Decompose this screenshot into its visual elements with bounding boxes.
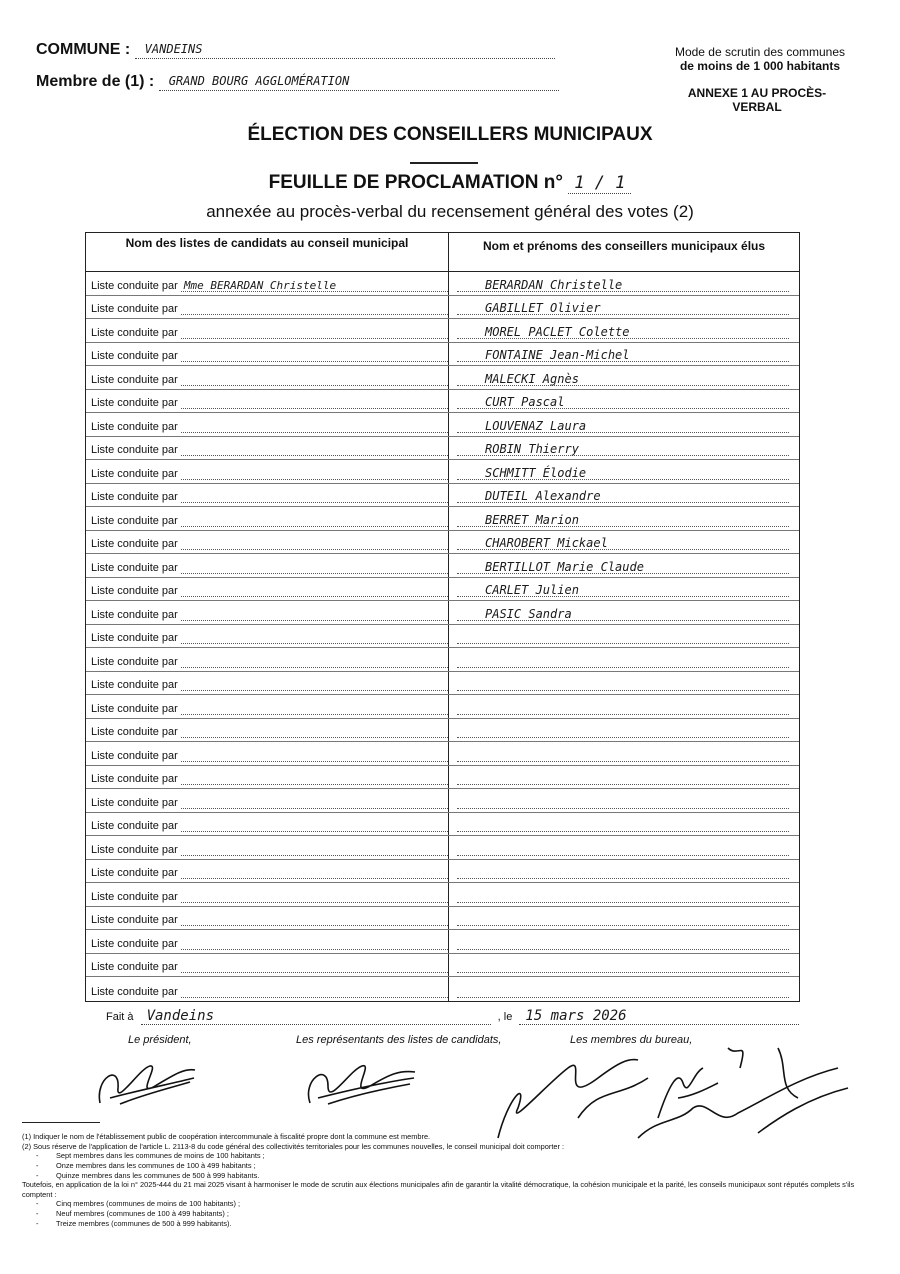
- elu-cell: [449, 930, 799, 953]
- liste-cell: [86, 366, 449, 389]
- elu-name: SCHMITT Élodie: [485, 465, 587, 480]
- table-row: [86, 343, 799, 367]
- bureau-signatures: [478, 1028, 858, 1148]
- elu-name: BERRET Marion: [485, 512, 579, 527]
- liste-label: Liste conduite par: [91, 303, 178, 315]
- liste-label: Liste conduite par: [91, 420, 178, 433]
- liste-label: Liste conduite par: [91, 538, 178, 550]
- feuille-number: 1 / 1: [568, 173, 631, 194]
- table-row: [86, 648, 799, 672]
- elu-cell: [449, 625, 799, 648]
- liste-cell: [86, 860, 449, 883]
- liste-label: Liste conduite par: [91, 279, 178, 292]
- liste-label: Liste conduite par: [91, 985, 178, 998]
- liste-label: Liste conduite par: [91, 820, 178, 832]
- elu-name: CARLET Julien: [485, 583, 579, 597]
- liste-label: Liste conduite par: [91, 702, 178, 715]
- liste-label: Liste conduite par: [91, 773, 178, 785]
- liste-cell: [86, 484, 449, 507]
- table-row: [86, 272, 799, 296]
- mode-line1: Mode de scrutin des communes: [674, 45, 846, 59]
- liste-cell: [86, 272, 449, 295]
- table-row: [86, 907, 799, 931]
- footnote-3-item: - Cinq membres (communes de moins de 100 habitants) ;: [36, 1199, 241, 1209]
- elu-cell: [449, 601, 799, 624]
- liste-cell: [86, 742, 449, 765]
- table-row: [86, 789, 799, 813]
- representants-label: Les représentants des listes de candidats,: [296, 1034, 502, 1046]
- elu-cell: [449, 977, 799, 1001]
- elu-name: LOUVENAZ Laura: [485, 418, 587, 433]
- table-row: [86, 578, 799, 602]
- liste-cell: [86, 554, 449, 577]
- liste-label: Liste conduite par: [91, 326, 178, 339]
- elu-name: BERTILLOT Marie Claude: [485, 559, 644, 574]
- bureau-label: Les membres du bureau,: [570, 1034, 693, 1046]
- representant-signature: [300, 1048, 420, 1113]
- fait-date: 15 mars 2026: [525, 1008, 627, 1024]
- liste-cell: [86, 977, 449, 1001]
- footnote-toutefois: Toutefois, en application de la loi n° 2025-444 du 21 mai 2025 visant à harmoniser le mode de scrutin aux élections municipales afin de garantir la vitalité démocratique, la cohésion municipale et la parité, les conseils municipaux sont réputés complets s'ils comptent :: [22, 1180, 855, 1199]
- table-row: [86, 625, 799, 649]
- table-body: [86, 272, 799, 1001]
- elu-cell: [449, 460, 799, 483]
- table-row: [86, 813, 799, 837]
- mode-scrutin: [660, 45, 860, 73]
- liste-cell: [86, 836, 449, 859]
- footnote-2-item: - Quinze membres dans les communes de 500 à 999 habitants.: [36, 1170, 260, 1180]
- table-row: [86, 437, 799, 461]
- liste-cell: [86, 625, 449, 648]
- liste-label: Liste conduite par: [91, 585, 178, 597]
- elu-name: PASIC Sandra: [485, 606, 572, 621]
- liste-cell: [86, 343, 449, 366]
- liste-label: Liste conduite par: [91, 514, 178, 527]
- liste-cell: [86, 672, 449, 695]
- table-row: [86, 601, 799, 625]
- commune-label: COMMUNE :: [36, 41, 131, 58]
- elu-cell: [449, 836, 799, 859]
- table-row: [86, 860, 799, 884]
- elu-cell: [449, 366, 799, 389]
- elu-cell: [449, 272, 799, 295]
- liste-label: Liste conduite par: [91, 373, 178, 386]
- elu-cell: [449, 578, 799, 601]
- membre-label: Membre de (1) :: [36, 73, 155, 90]
- mode-line2: de moins de 1 000 habitants: [679, 59, 841, 73]
- elu-cell: [449, 766, 799, 789]
- liste-cell: [86, 883, 449, 906]
- table-row: [86, 672, 799, 696]
- liste-label: Liste conduite par: [91, 914, 178, 926]
- table-row: [86, 296, 799, 320]
- liste-cell: [86, 648, 449, 671]
- fait-lieu: Vandeins: [146, 1008, 215, 1024]
- elu-cell: [449, 789, 799, 812]
- annexee-subtitle: annexée au procès-verbal du recensement général des votes (2): [206, 202, 694, 221]
- elu-cell: [449, 742, 799, 765]
- table-row: [86, 836, 799, 860]
- elu-cell: [449, 954, 799, 977]
- liste-cell: [86, 930, 449, 953]
- elu-name: ROBIN Thierry: [485, 442, 579, 456]
- elu-cell: [449, 719, 799, 742]
- elu-cell: [449, 343, 799, 366]
- liste-label: Liste conduite par: [91, 491, 178, 503]
- table-row: [86, 390, 799, 414]
- elu-cell: [449, 437, 799, 460]
- elu-name: DUTEIL Alexandre: [485, 489, 601, 503]
- elu-name: MOREL PACLET Colette: [485, 324, 630, 339]
- liste-cell: [86, 296, 449, 319]
- table-row: [86, 460, 799, 484]
- table-row: [86, 695, 799, 719]
- liste-cell: [86, 578, 449, 601]
- table-row: [86, 554, 799, 578]
- liste-label: Liste conduite par: [91, 890, 178, 903]
- elu-cell: [449, 883, 799, 906]
- liste-label: Liste conduite par: [91, 937, 178, 950]
- elu-cell: [449, 390, 799, 413]
- title-divider: [410, 162, 478, 164]
- annexe-label: ANNEXE 1 AU PROCÈS-VERBAL: [687, 86, 827, 114]
- liste-value: Mme BERARDAN Christelle: [183, 278, 337, 292]
- table-row: [86, 366, 799, 390]
- table-row: [86, 413, 799, 437]
- table-header: [86, 233, 799, 272]
- footnotes: [22, 1132, 862, 1228]
- footnote-2-item: - Sept membres dans les communes de moins de 100 habitants ;: [36, 1151, 265, 1161]
- table-row: [86, 883, 799, 907]
- elu-cell: [449, 860, 799, 883]
- table-row: [86, 930, 799, 954]
- liste-cell: [86, 390, 449, 413]
- fait-line: [106, 1008, 846, 1025]
- table-row: [86, 977, 799, 1001]
- elu-name: FONTAINE Jean-Michel: [485, 348, 630, 362]
- table-row: [86, 719, 799, 743]
- liste-cell: [86, 907, 449, 930]
- elu-name: CURT Pascal: [485, 395, 565, 409]
- table-row: [86, 531, 799, 555]
- liste-cell: [86, 531, 449, 554]
- liste-label: Liste conduite par: [91, 467, 178, 480]
- elu-cell: [449, 507, 799, 530]
- liste-label: Liste conduite par: [91, 679, 178, 691]
- footnote-divider: [22, 1122, 100, 1123]
- liste-cell: [86, 695, 449, 718]
- liste-label: Liste conduite par: [91, 632, 178, 644]
- liste-cell: [86, 766, 449, 789]
- elu-cell: [449, 672, 799, 695]
- liste-label: Liste conduite par: [91, 749, 178, 762]
- liste-cell: [86, 789, 449, 812]
- liste-cell: [86, 601, 449, 624]
- elu-name: GABILLET Olivier: [485, 301, 601, 315]
- elu-cell: [449, 648, 799, 671]
- col-header-listes: Nom des listes de candidats au conseil municipal: [86, 233, 449, 271]
- liste-label: Liste conduite par: [91, 444, 178, 456]
- liste-cell: [86, 319, 449, 342]
- footnote-3-item: - Treize membres (communes de 500 à 999 habitants).: [36, 1218, 232, 1228]
- footnote-1: (1) Indiquer le nom de l'établissement public de coopération intercommunale à fiscalité propre dont la commune est membre.: [22, 1132, 431, 1141]
- commune-value: VANDEINS: [144, 42, 203, 56]
- president-label: Le président,: [128, 1034, 192, 1046]
- liste-label: Liste conduite par: [91, 843, 178, 856]
- liste-label: Liste conduite par: [91, 726, 178, 738]
- liste-label: Liste conduite par: [91, 397, 178, 409]
- elu-cell: [449, 531, 799, 554]
- table-row: [86, 954, 799, 978]
- elu-cell: [449, 907, 799, 930]
- le-label: , le: [497, 1011, 513, 1023]
- liste-cell: [86, 460, 449, 483]
- liste-cell: [86, 437, 449, 460]
- liste-label: Liste conduite par: [91, 655, 178, 668]
- elu-cell: [449, 484, 799, 507]
- liste-label: Liste conduite par: [91, 796, 178, 809]
- proclamation-table: [85, 232, 800, 1002]
- membre-field: [36, 72, 596, 91]
- footnote-2-item: - Onze membres dans les communes de 100 à 499 habitants ;: [36, 1160, 256, 1170]
- liste-cell: [86, 813, 449, 836]
- table-row: [86, 484, 799, 508]
- footnote-2: (2) Sous réserve de l'application de l'article L. 2113-8 du code général des collectivités territoriales pour les communes nouvelles, le conseil municipal doit comporter :: [22, 1141, 565, 1151]
- table-row: [86, 507, 799, 531]
- liste-cell: [86, 413, 449, 436]
- feuille-heading: [0, 172, 900, 194]
- elu-cell: [449, 319, 799, 342]
- elu-name: BERARDAN Christelle: [485, 277, 623, 292]
- table-row: [86, 319, 799, 343]
- liste-cell: [86, 954, 449, 977]
- table-row: [86, 766, 799, 790]
- footnote-3-item: - Neuf membres (communes de 100 à 499 habitants) ;: [36, 1209, 229, 1218]
- page-title: ÉLECTION DES CONSEILLERS MUNICIPAUX: [247, 124, 653, 145]
- fait-label: Fait à: [106, 1011, 134, 1023]
- elu-cell: [449, 296, 799, 319]
- liste-label: Liste conduite par: [91, 608, 178, 621]
- membre-value: GRAND BOURG AGGLOMÉRATION: [168, 74, 350, 88]
- liste-label: Liste conduite par: [91, 867, 178, 879]
- liste-label: Liste conduite par: [91, 961, 178, 973]
- liste-label: Liste conduite par: [91, 561, 178, 574]
- liste-label: Liste conduite par: [91, 350, 178, 362]
- elu-cell: [449, 413, 799, 436]
- liste-cell: [86, 719, 449, 742]
- feuille-label: FEUILLE DE PROCLAMATION n°: [268, 172, 563, 193]
- col-header-elus: Nom et prénoms des conseillers municipaux élus: [482, 239, 766, 253]
- elu-cell: [449, 554, 799, 577]
- elu-cell: [449, 695, 799, 718]
- elu-name: MALECKI Agnès: [485, 371, 579, 386]
- table-row: [86, 742, 799, 766]
- president-signature: [90, 1048, 200, 1113]
- elu-name: CHAROBERT Mickael: [485, 536, 608, 550]
- elu-cell: [449, 813, 799, 836]
- liste-cell: [86, 507, 449, 530]
- commune-field: [36, 40, 556, 59]
